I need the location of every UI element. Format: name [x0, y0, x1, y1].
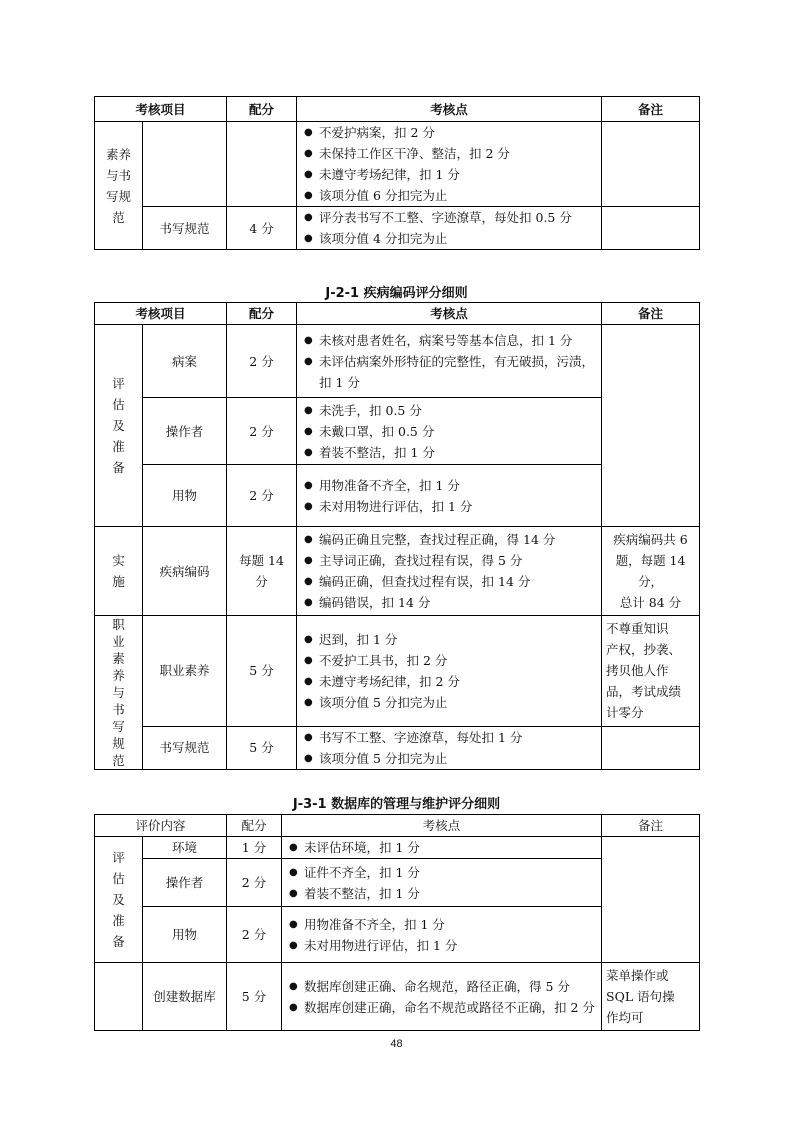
table-2-caption: J-2-1 疾病编码评分细则 — [325, 286, 468, 301]
note-cell — [602, 207, 700, 250]
table-2 — [94, 302, 700, 770]
item-cell: 用物 — [143, 465, 227, 527]
points-cell: ● 迟到，扣 1 分 ● 不爱护工具书，扣 2 分 ● 未遵守考场纪律，扣 2 分 ● 该项分值 5 分扣完为止 — [297, 616, 602, 727]
points-cell: ● 未核对患者姓名，病案号等基本信息，扣 1 分 ● 未评估病案外形特征的完整性，有无破损，污渍，扣 1 分 — [297, 325, 602, 398]
score-cell: 1 分 — [227, 837, 282, 859]
note-cell — [602, 122, 700, 207]
header-points: 考核点 — [297, 303, 602, 325]
score-cell: 5 分 — [227, 963, 282, 1031]
score-cell: 2 分 — [227, 465, 297, 527]
points-cell: ● 编码正确且完整，查找过程正确，得 14 分 ● 主导词正确，查找过程有误，得 5 分 ● 编码正确，但查找过程有误，扣 14 分 ● 编码错误，扣 14 分 — [297, 527, 602, 616]
header-points: 考核点 — [297, 97, 602, 122]
category-cell: 素养 与书 写规 范 — [95, 122, 143, 250]
note-cell — [602, 837, 700, 963]
points-cell: ● 用物准备不齐全，扣 1 分 ● 未对用物进行评估，扣 1 分 — [282, 907, 602, 963]
header-item: 考核项目 — [95, 97, 227, 122]
category-cell: 职 业 素 养 与 书 写 规 范 — [95, 616, 143, 770]
score-cell: 2 分 — [227, 398, 297, 465]
page-number: 48 — [390, 1038, 403, 1050]
table-row — [95, 837, 700, 859]
table-header-row — [95, 303, 700, 325]
header-points: 考核点 — [282, 815, 602, 837]
score-cell: 2 分 — [227, 859, 282, 907]
score-cell — [227, 122, 297, 207]
points-cell: ● 不爱护病案，扣 2 分 ● 未保持工作区干净、整洁，扣 2 分 ● 未遵守考场纪律，扣 1 分 ● 该项分值 6 分扣完为止 — [297, 122, 602, 207]
score-cell: 5 分 — [227, 616, 297, 727]
item-cell — [143, 122, 227, 207]
header-item: 评价内容 — [95, 815, 227, 837]
note-cell: 不尊重知识 产权，抄袭、 拷贝他人作 品，考试成绩 计零分 — [602, 616, 700, 727]
table-header-row — [95, 97, 700, 122]
table-row — [95, 122, 700, 207]
item-cell: 环境 — [143, 837, 227, 859]
score-cell: 4 分 — [227, 207, 297, 250]
table-1 — [94, 96, 700, 250]
header-score: 配分 — [227, 815, 282, 837]
item-cell: 书写规范 — [143, 207, 227, 250]
table-row — [95, 527, 700, 616]
header-note: 备注 — [602, 815, 700, 837]
item-cell: 疾病编码 — [143, 527, 227, 616]
item-cell: 用物 — [143, 907, 227, 963]
item-cell: 操作者 — [143, 398, 227, 465]
score-cell: 2 分 — [227, 907, 282, 963]
header-score: 配分 — [227, 97, 297, 122]
points-cell: ● 用物准备不齐全，扣 1 分 ● 未对用物进行评估，扣 1 分 — [297, 465, 602, 527]
item-cell: 职业素养 — [143, 616, 227, 727]
header-item: 考核项目 — [95, 303, 227, 325]
item-cell: 创建数据库 — [143, 963, 227, 1031]
item-cell: 病案 — [143, 325, 227, 398]
table-row — [95, 207, 700, 250]
table-header-row — [95, 815, 700, 837]
category-cell: 评 估 及 准 备 — [95, 837, 143, 963]
points-cell: ● 未评估环境，扣 1 分 — [282, 837, 602, 859]
table-row — [95, 616, 700, 727]
table-3-caption: J-3-1 数据库的管理与维护评分细则 — [292, 797, 501, 812]
points-cell: ● 证件不齐全，扣 1 分 ● 着装不整洁，扣 1 分 — [282, 859, 602, 907]
points-cell: ● 书写不工整、字迹潦草，每处扣 1 分 ● 该项分值 5 分扣完为止 — [297, 726, 602, 769]
score-cell: 5 分 — [227, 726, 297, 769]
note-cell — [602, 726, 700, 769]
item-cell: 书写规范 — [143, 726, 227, 769]
table-row — [95, 325, 700, 398]
note-cell: 菜单操作或 SQL 语句操 作均可 — [602, 963, 700, 1031]
header-note: 备注 — [602, 97, 700, 122]
header-note: 备注 — [602, 303, 700, 325]
header-score: 配分 — [227, 303, 297, 325]
item-cell: 操作者 — [143, 859, 227, 907]
score-cell: 2 分 — [227, 325, 297, 398]
table-row — [95, 963, 700, 1031]
points-cell: ● 未洗手，扣 0.5 分 ● 未戴口罩，扣 0.5 分 ● 着装不整洁，扣 1 分 — [297, 398, 602, 465]
note-cell: 疾病编码共 6 题，每题 14 分， 总计 84 分 — [602, 527, 700, 616]
table-3 — [94, 814, 700, 1031]
category-cell — [95, 963, 143, 1031]
note-cell — [602, 325, 700, 527]
points-cell: ● 评分表书写不工整、字迹潦草，每处扣 0.5 分 ● 该项分值 4 分扣完为止 — [297, 207, 602, 250]
category-cell: 实 施 — [95, 527, 143, 616]
table-row — [95, 726, 700, 769]
category-cell: 评 估 及 准 备 — [95, 325, 143, 527]
points-cell: ● 数据库创建正确、命名规范，路径正确，得 5 分 ● 数据库创建正确，命名不规范或路径不正确，扣 2 分 — [282, 963, 602, 1031]
score-cell: 每题 14 分 — [227, 527, 297, 616]
